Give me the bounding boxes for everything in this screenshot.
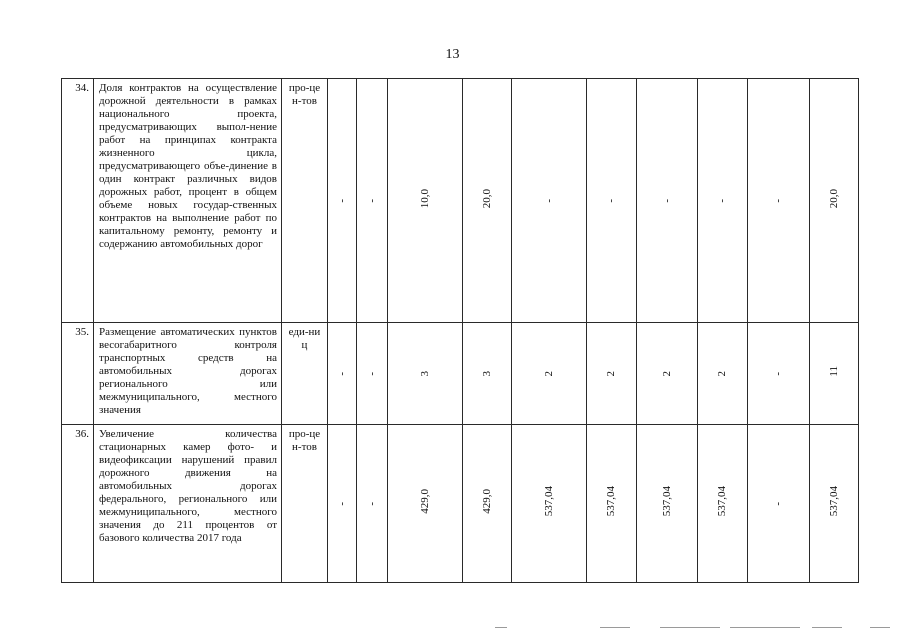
- value-cell: [463, 79, 512, 323]
- description-text: Увеличение количества стационарных камер фото- и видеофиксации нарушений правил дорожного движения на автомобильных дорогах федерального, регионального или межмуниципального, местного значения до 211 процентов от базового количества 2017 года: [99, 428, 277, 544]
- description-text: Размещение автоматических пунктов весогабаритного контроля транспортных средств на автомобильных дорогах регионального или межмуниципального, местного значения: [99, 326, 277, 416]
- value-cell: [512, 79, 587, 323]
- value-cell: [587, 323, 637, 425]
- value-cell: [698, 323, 748, 425]
- value-cell: [698, 79, 748, 323]
- value-text: 10,0: [418, 188, 431, 209]
- value-text: 429,0: [418, 489, 431, 514]
- value-cell: [637, 323, 698, 425]
- value-text: 537,04: [827, 486, 840, 517]
- value-text: 537,04: [542, 486, 555, 517]
- value-text: -: [335, 199, 348, 203]
- scan-artifact: [812, 627, 842, 628]
- value-cell: [328, 79, 357, 323]
- table-row: [62, 323, 859, 425]
- row-description: [94, 323, 282, 425]
- table-row: [62, 425, 859, 583]
- row-unit: [282, 323, 328, 425]
- row-number: 35.: [62, 323, 94, 425]
- row-description: [94, 79, 282, 323]
- value-cell: [328, 323, 357, 425]
- value-cell: [748, 79, 810, 323]
- value-text: -: [772, 502, 784, 506]
- value-cell: [587, 79, 637, 323]
- value-cell: [463, 425, 512, 583]
- unit-text: про-цен-тов: [288, 82, 321, 107]
- value-cell: [357, 323, 388, 425]
- value-text: 537,04: [660, 486, 673, 517]
- value-cell: [512, 323, 587, 425]
- value-text: -: [542, 199, 555, 203]
- value-cell: [748, 425, 810, 583]
- row-unit: [282, 425, 328, 583]
- value-cell: [328, 425, 357, 583]
- value-cell: [587, 425, 637, 583]
- value-cell: [810, 425, 859, 583]
- scan-artifact: [660, 627, 720, 628]
- value-text: 2: [660, 370, 673, 376]
- value-cell: [698, 425, 748, 583]
- value-text: -: [335, 372, 348, 376]
- scan-artifact: [870, 627, 890, 628]
- scan-artifact: [730, 627, 800, 628]
- value-cell: [512, 425, 587, 583]
- description-text: Доля контрактов на осуществление дорожной деятельности в рамках национального проекта, предусматривающих выпол-нение работ на принципах контракта жизненного цикла, предусматривающего объе-динение в один контракт различных видов дорожных работ, процент в общем объеме новых государ-ственных контрактов на выполнение работ по капитальному ремонту, ремонту и содержанию автомобильных дорог: [99, 82, 277, 250]
- value-cell: [388, 323, 463, 425]
- value-text: -: [365, 372, 378, 376]
- value-cell: [357, 425, 388, 583]
- scan-artifact: [600, 627, 630, 628]
- value-text: 2: [716, 370, 728, 376]
- row-description: [94, 425, 282, 583]
- value-cell: [357, 79, 388, 323]
- value-text: 20,0: [480, 188, 493, 209]
- value-cell: [810, 79, 859, 323]
- value-cell: [637, 425, 698, 583]
- row-number: 34.: [62, 79, 94, 323]
- page-number: 13: [445, 47, 460, 62]
- value-text: -: [772, 199, 784, 203]
- value-text: -: [660, 199, 673, 203]
- value-text: 11: [827, 366, 840, 377]
- value-cell: [388, 79, 463, 323]
- unit-text: про-цен-тов: [288, 428, 321, 453]
- value-text: 3: [418, 370, 431, 376]
- value-text: -: [716, 199, 728, 203]
- unit-text: еди-ниц: [288, 326, 321, 351]
- scan-artifact: [495, 627, 507, 628]
- value-text: 2: [542, 370, 555, 376]
- value-text: 3: [480, 370, 493, 376]
- value-cell: [637, 79, 698, 323]
- value-text: -: [365, 502, 378, 506]
- value-text: 537,04: [605, 486, 617, 517]
- value-text: 429,0: [480, 489, 493, 514]
- table-row: [62, 79, 859, 323]
- value-cell: [463, 323, 512, 425]
- value-text: -: [605, 199, 617, 203]
- value-text: 537,04: [716, 486, 728, 517]
- value-text: -: [772, 372, 784, 376]
- value-text: -: [335, 502, 348, 506]
- value-cell: [748, 323, 810, 425]
- indicators-table: [61, 78, 859, 583]
- value-text: 20,0: [827, 188, 840, 209]
- value-text: -: [365, 199, 378, 203]
- value-cell: [810, 323, 859, 425]
- row-unit: [282, 79, 328, 323]
- value-text: 2: [605, 370, 617, 376]
- value-cell: [388, 425, 463, 583]
- row-number: 36.: [62, 425, 94, 583]
